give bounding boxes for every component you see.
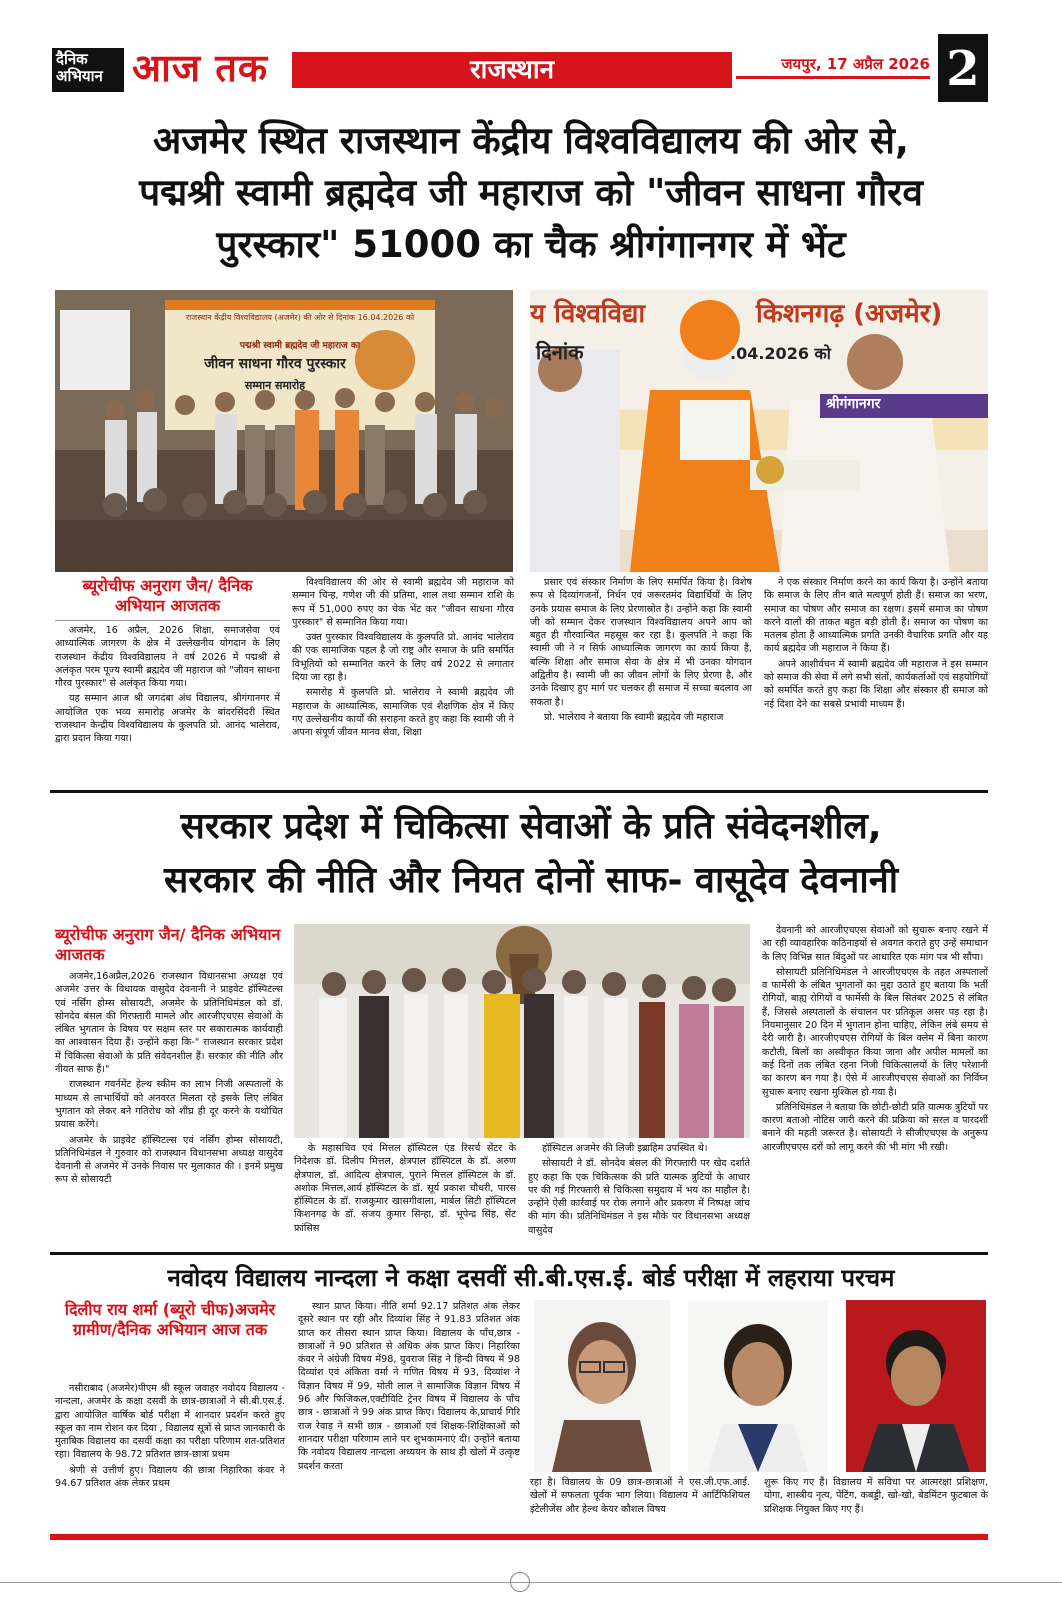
story2-col1-para1: अजमेर,16अप्रैल,2026 राजस्थान विधानसभा अध्यक्ष एवं अजमेर उत्तर के विधायक वासुदेव देवनानी ने प्राइवेट हॉस्पिटल्स एवं नर्सिंग होम्स सोसायटी, अजमेर के प्रतिनिधिमंडल को डॉ. सोनदेव बंसल की गिरफ्तारी मामले और आरजीएचएस सेवाओं के लंबित भुगतान के विषय पर सक्षम स्तर पर सकारात्मक कार्यवाही का आश्वासन दिया हैं। उन्होंने कहा कि-" राजस्थान सरकार प्रदेश में चिकित्सा सेवाओं के प्रति संवेदनशील हैं। सरकार की नीति और नीयत साफ हैं।": [55, 971, 283, 1076]
story1-byline: ब्यूरोचीफ अनुराग जैन/ दैनिक अभियान आजतक: [82, 576, 253, 615]
story2-headline: [40, 800, 1022, 908]
page-number: 2: [938, 34, 988, 102]
story1-headline-line3: पुरस्कार" 51000 का चैक श्रीगंगानगर में भेंट: [216, 223, 846, 266]
story1-byline-rule: [55, 620, 280, 621]
story1-col3-para2: प्रो. भालेराव ने बताया कि स्वामी ब्रह्मदेव जी महाराज: [544, 711, 724, 723]
photo2-banner-line3: दिनांक: [536, 340, 584, 364]
story2-col1-para2: राजस्थान गवर्नमेंट हेल्थ स्कीम का लाभ निजी अस्पतालों के माध्यम से लाभार्थियों को अनवरत मिलता रहे इसके लिए लंबित भुगतान को लेकर बने गतिरोध को शीघ्र ही दूर करने के यथोचित प्रयास करेंगे।: [55, 1079, 283, 1131]
story3-column-3: [530, 1476, 750, 1528]
story3-headline: नवोदय विद्यालय नान्दला ने कक्षा दसवीं सी.बी.एस.ई. बोर्ड परीक्षा में लहराया परचम: [167, 1264, 895, 1292]
story1-column-3: [530, 576, 752, 766]
story2-byline: ब्यूरोचीफ अनुराग जैन/ दैनिक अभियान आजतक: [55, 925, 281, 964]
photo2-banner-line4: .04.2026 को: [730, 344, 831, 363]
bottom-red-rule: [50, 1534, 988, 1540]
story2-col1-para3: अजमेर के प्राइवेट हॉस्पिटल्स एवं नर्सिंग होम्स सोसायटी, प्रतिनिधिमंडल ने गुरुवार को राजस्थान विधानसभा अध्यक्ष वासुदेव देवनानी से अजमेर में उनके निवास पर मुलाकात की । इनमें प्रमुख रूप से सोसायटी: [55, 1134, 283, 1186]
dateline-underline: [736, 76, 930, 79]
logo-small-line2: अभियान: [56, 67, 103, 85]
story3-column-4: [764, 1476, 988, 1528]
story3-col4-para1: शुरू किए गए हैं। विद्यालय में सविधा पर आत्मरक्षा प्रशिक्षण, योगा, शास्त्रीय नृत्य, पेंटिंग, कबड्डी, खो-खो, बेडमिंटन फुटबाल के प्रशिक्षक नियुक्त किए गए हैं।: [764, 1477, 988, 1515]
story1-col4-para1: ने एक संस्कार निर्माण करने का कार्य किया है। उन्होंने बताया कि समाज के लिए तीन बाते मत्वपूर्ण होती हैं। समाज का भरण, समाज का पोषण और समाज का रक्षण। इसमें समाज का पोषण करने वालों की ताकत बहुत बड़ी होती हैं। समाज का पोषण का मतलब होता हैं आध्यात्मिक प्रगति उनकी वैचारिक प्रगति और यह कार्य ब्रह्मदेव जी महाराज ने किया हैं।: [764, 577, 988, 655]
story2-headline-line1: सरकार प्रदेश में चिकित्सा सेवाओं के प्रति संवेदनशील,: [180, 806, 882, 847]
story1-col2-para3: समारोह में कुलपति प्रो. भालेराव ने स्वामी ब्रह्मदेव जी महाराज के आध्यात्मिक, सामाजिक एवं शैक्षणिक क्षेत्र में किए गए उल्लेखनीय कार्यों की सराहना करते हुए कहा कि स्वामी जी ने अपना संपूर्ण जीवन मानव सेवा, शिक्षा: [292, 687, 514, 739]
story3-column-2: [298, 1300, 520, 1527]
masthead-logo-title: आज तक: [132, 46, 269, 90]
story2-col3-para2: सोसायटी ने डॉ. सोनदेव बंसल की गिरफ्तारी पर खेद दर्शाते हुए कहा कि एक चिकित्सक की प्रति यात्मक त्रुटियों के आधार पर की गई गिरफ्तारी से चिकित्सा समुदाय में भय का माहौल है। उन्होंने ऐसी कार्रवाई पर रोक लगाने और प्रकरण में निष्पक्ष जांच की मांग की। प्रतिनिधिमंडल ने इस मौके पर विधानसभा अध्यक्ष वासुदेव: [528, 1158, 750, 1236]
story1-column-1: [55, 624, 280, 766]
story1-headline-line2: पद्मश्री स्वामी ब्रह्मदेव जी महाराज को "जीवन साधना गौरव: [139, 171, 923, 214]
story3-col2-para1: स्थान प्राप्त किया। नीति शर्मा 92.17 प्रतिशत अंक लेकर दूसरे स्थान पर रही और दिव्यांश सिंह ने 91.83 प्रतिशत अंक प्राप्त कर तीसरा स्थान प्राप्त किया। विद्यालय के पाँच,छात्र - छात्राओं ने 90 प्रतिशत से अधिक अंक प्राप्त किए। निहारिका कंवर ने अंग्रेजी विषय में98, युवराज सिंह ने हिन्दी विषय में 98 दिव्यांश एवं अंकिता वर्मा ने गणित विषय में 93, दिव्यांश ने विज्ञान विषय में 99, मोती लाल ने सामाजिक विज्ञान विषय में 96 और फिजिकल,एक्टीविटि ट्रेनर विषय में विद्यालय के पाँच छात्र - छात्राओं ने 99 अंक प्राप्त किए। विद्यालय के,प्राचार्य गिरि राज रेवाड़ ने सभी छात्र - छात्राओं एवं शिक्षक-शिक्षिकाओं को शानदार परीक्षा परिणाम लाने पर शुभकामनाएं दी। उन्होंने बताया कि नवोदय विद्यालय नान्दला अध्ययन के साथ ही खेलों में उत्कृष्ट प्रदर्शन करता: [298, 1301, 520, 1472]
photo1-banner-line3: जीवन साधना गौरव पुरस्कार: [204, 356, 346, 372]
story3-column-1: [55, 1382, 285, 1527]
photo1-banner-line2: पद्मश्री स्वामी ब्रह्मदेव जी महाराज का: [239, 341, 361, 351]
story3-col1-para2: श्रेणी से उत्तीर्ण हुए। विद्यालय की छात्रा निहारिका कंवर ने 94.67 प्रतिशत अंक लेकर प्रथम: [55, 1464, 285, 1490]
student-photo-2: [688, 1300, 828, 1472]
story1-col1-para1: अजमेर, 16 अप्रैल, 2026 शिक्षा, समाजसेवा एवं आध्यात्मिक जागरण के क्षेत्र में उल्लेखनीय योगदान के लिए राजस्थान केंद्रीय विश्वविद्यालय ने वर्ष 2026 में पद्मश्री से अलंकृत परम पूज्य स्वामी ब्रह्मदेव जी महाराज को "जीवन साधना गौरव पुरस्कार" से अलंकृत किया गया।: [55, 625, 280, 690]
photo2-banner-line2: किशनगढ़ (अजमेर): [756, 299, 943, 329]
section-divider-1: [50, 790, 988, 793]
section-banner: [292, 52, 732, 88]
story2-photo-delegation: [294, 924, 750, 1138]
story1-col2-para1: विश्वविद्यालय की ओर से स्वामी ब्रह्मदेव जी महाराज को सम्मान चिन्ह, गणेश जी की प्रतिमा, शाल तथा सम्मान राशि के रूप में 51,000 रुपए का चेक भेंट कर "जीवन साधना गौरव पुरस्कार" से सम्मानित किया गया।: [292, 577, 514, 628]
story1-col1-para2: यह सम्मान आज श्री जगदंबा अंध विद्यालय, श्रीगंगानगर में आयोजित एक भव्य समारोह अजमेर के बांदरसिंदरी स्थित राजस्थान केन्द्रीय विश्वविद्यालय के कुलपति प्रो. आनंद भालेराव, द्वारा प्रदान किया गया।: [55, 693, 280, 745]
story2-column-3: [528, 1142, 750, 1242]
story2-column-2: [294, 1142, 516, 1242]
story1-headline-line1: अजमेर स्थित राजस्थान केंद्रीय विश्वविद्यालय की ओर से,: [153, 119, 909, 162]
story3-col3-para1: रहा है। विद्यालय के 09 छात्र-छात्राओं ने एस.जी.एफ.आई. खेलों में सफलता पूर्वक भाग लिया। विद्यालय में आर्टिफिशियल इंटेलीजेंस और हेल्थ केयर कौशल विषय: [530, 1477, 750, 1515]
story1-col4-para2: अपने आशीर्वचन में स्वामी ब्रह्मदेव जी महाराज ने इस सम्मान को समाज की सेवा में लगे सभी संतों, कार्यकर्ताओं एवं सहयोगियों को समर्पित करते हुए कहा कि शिक्षा और संस्कार ही समाज को नई दिशा देने का सबसे प्रभावी माध्यम हैं।: [764, 658, 988, 710]
section-divider-2: [50, 1252, 988, 1255]
student-photo-1: [534, 1300, 670, 1472]
story2-col4-para2: सोसायटी प्रतिनिधिमंडल ने आरजीएचएस के तहत अस्पतालों व फार्मेसी के लंबित भुगतानों का मुद्दा उठाते हुए बताया कि भर्ती रोगियों, बाह्य रोगियों व फार्मेसी के बिल सितंबर 2025 से लंबित हैं, जिससे अस्पतालों के संचालन पर प्रतिकूल असर पड़ रहा है। नियमानुसार 20 दिन में भुगतान होना चाहिए, लेकिन लंबे समय से देरी जारी है। आरजीएचएस रोगियों के बिल क्लेम में बिना कारण कटौती, बिलों का अस्वीकृत किया जाना और अपील मामलों का कई दिनों तक लंबित रहना निजी चिकित्सालयों के लिए परेशानी का कारण बन गया है। ऐसे में आरजीएचएस सेवाओं का निर्विघ्न सुचारू बनाए रखना मुश्किल हो गया है।: [762, 966, 988, 1098]
story2-col3-para1: हॉस्पिटल अजमेर की लिजी इब्राहिम उपस्थित थे।: [542, 1143, 708, 1154]
story3-col1-para1: नसीराबाद (अजमेर)पीएम श्री स्कूल जवाहर नवोदय विद्यालय - नान्दला, अजमेर के कक्षा दसवीं के छात्र-छात्राओं ने सी.बी.एस.ई. द्वारा आयोजित वार्षिक बोर्ड परीक्षा में शानदार प्रदर्शन करते हुए स्कूल का नाम रोशन कर दिया , विद्यालय सूत्रों से प्राप्त जानकारी के मुताबिक विद्यालय का दसवीं कक्षा का परीक्षा परिणाम शत-प्रतिशत रहा। विद्यालय के 98.72 प्रतिशत छात्र-छात्रा प्रथम: [55, 1383, 285, 1461]
trim-line: [0, 1582, 1062, 1583]
photo1-banner-line4: सम्मान समारोह: [244, 379, 306, 392]
story2-column-1: [55, 970, 283, 1242]
story1-column-2: [292, 576, 514, 766]
registration-mark-icon: [510, 1572, 530, 1592]
story1-photo-award: [530, 290, 988, 572]
photo1-banner-line1: राजस्थान केंद्रीय विश्वविद्यालय (अजमेर) की ओर से दिनांक 16.04.2026 को: [185, 313, 415, 322]
masthead-logo-small: [52, 48, 124, 92]
story2-column-4: [762, 924, 988, 1242]
story1-headline: [40, 115, 1022, 271]
dateline: जयपुर, 17 अप्रैल 2026: [781, 55, 930, 73]
section-label: राजस्थान: [469, 55, 555, 85]
story2-col4-para3: प्रतिनिधिमंडल ने बताया कि छोटी-छोटी प्रति यात्मक त्रुटियों पर कारण बताओ नोटिस जारी करने की प्रक्रिया को सरल व पारदर्शी बनाने की महती जरूरत है। सोसायटी ने सीजीएचएस के अनुरूप आरजीएचएस दरों को लागू करने की भी मांग भी रखी।: [762, 1101, 988, 1153]
story2-headline-line2: सरकार की नीति और नियत दोनों साफ- वासूदेव देवनानी: [163, 860, 899, 901]
story1-photo-ceremony: [55, 290, 513, 572]
story1-col2-para2: उक्त पुरस्कार विश्वविद्यालय के कुलपति प्रो. आनंद भालेराव की एक सामाजिक पहल है जो राष्ट्र और समाज के प्रति समर्पित विभूतियों को सम्मानित करने के लिए वर्ष 2022 से लगातार दिया जा रहा है।: [292, 632, 514, 684]
story1-column-4: [764, 576, 988, 766]
story3-byline: दिलीप राय शर्मा (ब्यूरो चीफ)अजमेर ग्रामीण/दैनिक अभियान आज तक: [64, 1300, 276, 1339]
story2-col4-para1: देवनानी को आरजीएचएस सेवाओं को सुचारू बनाए रखने में आ रही व्यावहारिक कठिनाइयों से अवगत कराते हुए उन्हें समाधान के लिए विभिन्न सात बिंदुओं पर आधारित एक मांग पत्र भी सौंपा।: [762, 925, 988, 963]
story1-col3-para1: प्रसार एवं संस्कार निर्माण के लिए समर्पित किया है। विशेष रूप से दिव्यांगजनों, निर्धन एवं जरूरतमंद विद्यार्थियों के लिए उनके प्रयास समाज के लिए प्रेरणास्रोत है। उन्होंने कहा कि स्वामी जी को सम्मान देकर राजस्थान विश्वविद्यालय अपने आप को बहुत ही गौरवान्वित महसूस कर रहा है। कुलपति ने कहा कि स्वामी जी ने न सिर्फ आध्यात्मिक जागरण का कार्य किया है, बल्कि शिक्षा और समाज सेवा के क्षेत्र में भी उनका योगदान अद्वितीय है। स्वामी जी का जीवन लोगों के लिए प्रेरणा है, और उनके दिखाए हुए मार्ग पर चलकर ही समाज में सच्चा बदलाव आ सकता है।: [530, 577, 752, 708]
story2-col2-para1: के महासचिव एवं मित्तल हॉस्पिटल एंड रिसर्च सेंटर के निदेशक डॉ. दिलीप मित्तल, क्षेत्रपाल हॉस्पिटल के डॉ. अरुण क्षेत्रपाल, डॉ. आदित्य क्षेत्रपाल, पुराने मित्तल हॉस्पिटल के डॉ. अशोक मित्तल,आर्य हॉस्पिटल के डॉ. सूर्य प्रकाश चौधरी, पारस हॉस्पिटल के डॉ. राजकुमार खासगीवाला, मार्बल सिटी हॉस्पिटल किशनगढ़ के डॉ. संजय कुमार सिन्हा, डॉ. भूपेन्द्र सिंह, सेंट फ्रांसिस: [294, 1143, 516, 1234]
photo2-banner-line1: य विश्वविद्या: [530, 299, 646, 329]
logo-small-line1: दैनिक: [56, 50, 88, 68]
photo2-banner-line5: श्रीगंगानगर: [820, 394, 988, 418]
student-photo-3: [846, 1300, 986, 1472]
